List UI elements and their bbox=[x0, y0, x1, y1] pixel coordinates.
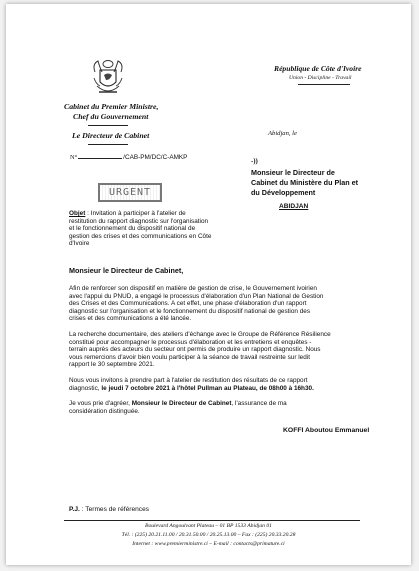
para2-line-2: constitué pour accompagner le processus d'élaboration et les entretiens et enquêtes - bbox=[69, 338, 312, 346]
object-label: Objet bbox=[69, 210, 86, 217]
country-name: République de Côte d'Ivoire bbox=[274, 64, 362, 73]
recipient-city: ABIDJAN bbox=[279, 203, 309, 210]
cabinet-divider bbox=[88, 125, 128, 126]
para3-line-2-start: diagnostic, bbox=[69, 384, 100, 392]
object-block bbox=[69, 210, 244, 248]
attachments-text: : Termes de références bbox=[81, 506, 150, 513]
letter-page bbox=[6, 4, 411, 565]
paragraph-4 bbox=[69, 400, 374, 415]
director-title: Le Directeur de Cabinet bbox=[72, 131, 150, 140]
reference-prefix: N° bbox=[70, 154, 78, 161]
footer-phone: Tél. : (225) 20.21.11.00 / 20.31.50.00 / 20.25.13.00 – Fax : (225) 20.33.20.28 bbox=[121, 532, 296, 538]
paragraph-3 bbox=[69, 377, 374, 392]
para2-line-5: rapport le 30 septembre 2021. bbox=[69, 361, 155, 369]
motto-underline bbox=[298, 84, 350, 85]
object-line-1 bbox=[69, 210, 244, 218]
event-details: le jeudi 7 octobre 2021 à l'hôtel Pullman au Plateau, de 08h00 à 16h30. bbox=[101, 384, 314, 392]
para1-line-3: des Crises et des Communications. A cet effet, une phase d'élaboration d'un rapport bbox=[69, 300, 307, 308]
para4-line-1 bbox=[69, 400, 374, 408]
para1-line-5: crises et des communications a été lancée. bbox=[69, 315, 192, 323]
signatory-name: KOFFI Aboutou Emmanuel bbox=[283, 427, 370, 434]
country-motto: Union - Discipline - Travail bbox=[289, 75, 352, 81]
director-divider bbox=[88, 144, 128, 145]
recipient-line-2: Cabinet du Ministère du Plan et bbox=[251, 178, 359, 187]
footer-internet: Internet : www.premierministre.ci – E-mail : contacts@primature.ci bbox=[132, 541, 285, 547]
para4-line-1-start: Je vous prie d'agréer, bbox=[69, 400, 130, 407]
coat-of-arms-emblem bbox=[90, 56, 126, 100]
object-line-2: restitution du rapport diagnostic sur l'organisation bbox=[69, 217, 209, 225]
footer-divider bbox=[64, 520, 360, 521]
para1-line-4: diagnostic sur l'organisation et le fonctionnement du dispositif national de gestion des bbox=[69, 307, 311, 315]
object-line-5: d'Ivoire bbox=[69, 240, 90, 248]
salutation: Monsieur le Directeur de Cabinet, bbox=[69, 266, 184, 275]
reference-number bbox=[70, 154, 187, 161]
object-line-4: gestion des crises et des communications en Côte bbox=[69, 232, 212, 240]
recipient-line-3: du Développement bbox=[251, 188, 316, 197]
cabinet-line-1: Cabinet du Premier Ministre, bbox=[64, 102, 159, 111]
para2-line-1: La recherche documentaire, des ateliers d'échange avec le Groupe de Référence Résilience bbox=[69, 331, 331, 338]
para3-line-2 bbox=[69, 385, 374, 393]
para4-line-1-end: , l'assurance de ma bbox=[231, 400, 287, 407]
recipient-line-1: Monsieur le Directeur de bbox=[251, 168, 335, 177]
object-line-1-text: : Invitation à participer à l'atelier de bbox=[87, 210, 186, 217]
footer-address: Boulevard Angoulvant Plateau – 01 BP 1533 Abidjan 01 bbox=[145, 523, 272, 529]
para4-line-2: considération distinguée. bbox=[69, 407, 140, 415]
para1-line-2: avec l'appui du PNUD, a engagé le processus d'élaboration d'un Plan National de Gestion bbox=[69, 292, 324, 300]
attachments-label: P.J. bbox=[69, 506, 80, 513]
paragraph-1 bbox=[69, 285, 374, 323]
attachments-line bbox=[69, 506, 149, 513]
paragraph-2 bbox=[69, 331, 374, 369]
para4-addressee: Monsieur le Directeur de Cabinet bbox=[131, 400, 232, 407]
urgent-stamp-text: URGENT bbox=[108, 187, 152, 198]
recipient-handwritten-mark: -)) bbox=[251, 158, 258, 165]
para3-line-1: Nous vous invitons à prendre part à l'atelier de restitution des résultats de ce rapport bbox=[69, 377, 308, 384]
cabinet-line-2: Chef du Gouvernement bbox=[73, 112, 149, 121]
place-date: Abidjan, le bbox=[268, 130, 297, 137]
para2-line-3: terrain auprès des acteurs du secteur ont permis de produire un rapport diagnostic. Nous bbox=[69, 346, 321, 354]
para1-line-1: Afin de renforcer son dispositif en matière de gestion de crise, le Gouvernement ivoirien bbox=[69, 285, 317, 292]
urgent-stamp bbox=[98, 183, 162, 202]
reference-code: /CAB-PM/DC/C-AMKP bbox=[123, 154, 188, 161]
para2-line-4: vous remercions d'avoir bien voulu participer à la séance de travail restreinte sur ledit bbox=[69, 353, 310, 361]
object-line-3: et le fonctionnement du dispositif national de bbox=[69, 225, 196, 233]
